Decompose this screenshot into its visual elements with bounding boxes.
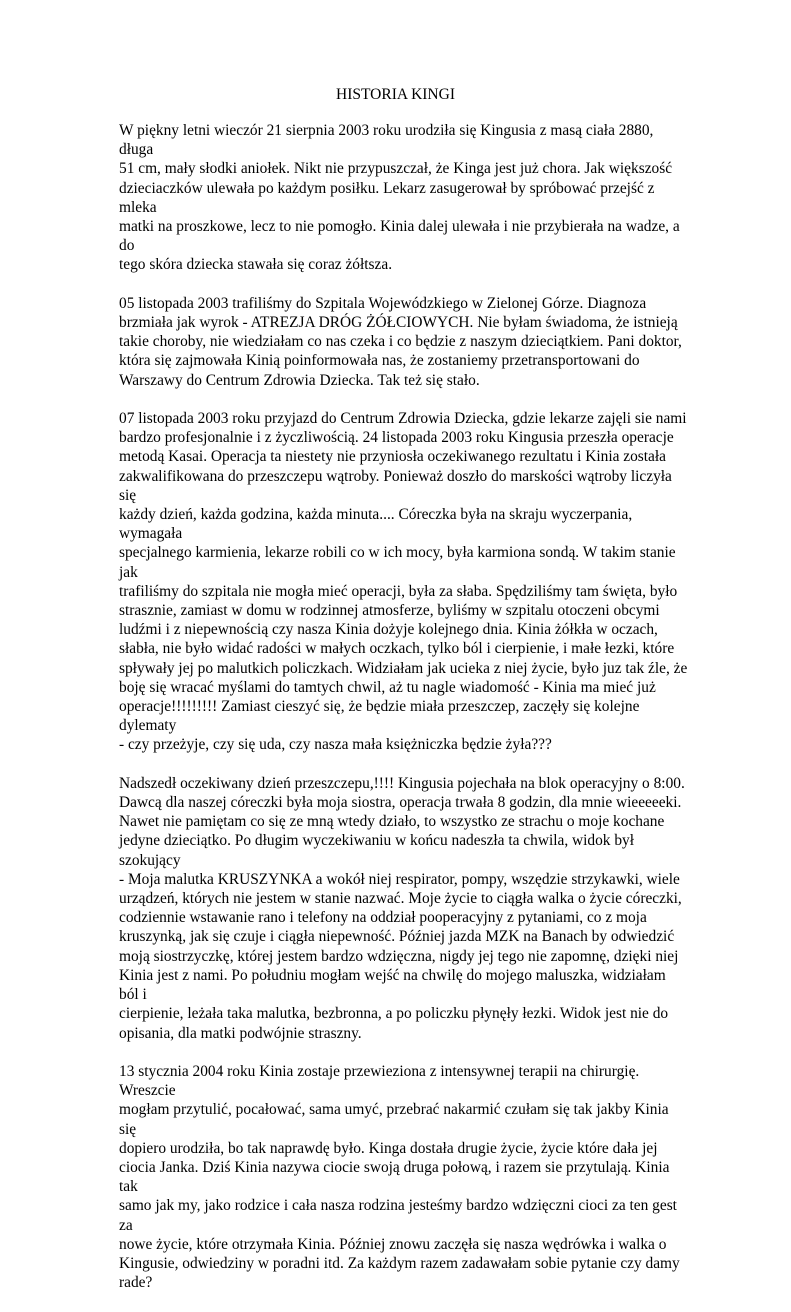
paragraph-4: Nadszedł oczekiwany dzień przeszczepu,!!!! Kingusia pojechała na blok operacyjny o 8:00. Dawcą dla naszej córeczki była moja siostra, operacja trwała 8 godzin, dla mnie wieeeeeki. Nawet nie pamiętam co się ze mną wtedy działo, to wszystko ze strachu o moje kochane jedyne dzieciątko. Po długim wyczekiwaniu w końcu nadeszła ta chwila, widok był szokujący - Moja malutka KRUSZYNKA a wokół niej respirator, pompy, wszędzie strzykawki, wiele urządzeń, których nie jestem w stanie nazwać. Moje życie to ciągła walka o życie córeczki, codziennie wstawanie rano i telefony na oddział pooperacyjny z pytaniami, co z moja kruszynką, jak się czuje i ciągła niepewność. Później jazda MZK na Banach by odwiedzić moją siostrzyczkę, której jestem bardzo wdzięczna, nigdy jej tego nie zapomnę, dzięki niej Kinia jest z nami. Po południu mogłam wejść na chwilę do mojego maluszka, widziałam ból i cierpienie, leżała taka malutka, bezbronna, a po policzku płynęły łezki. Widok jest nie do opisania, dla matki podwójnie straszny. [119,774,685,1042]
paragraph-3: 07 listopada 2003 roku przyjazd do Centrum Zdrowia Dziecka, gdzie lekarze zajęli sie nami bardzo profesjonalnie i z życzliwością. 24 listopada 2003 roku Kingusia przeszła operacje metodą Kasai. Operacja ta niestety nie przyniosła oczekiwanego rezultatu i Kinia została zakwalifikowana do przeszczepu wątroby. Ponieważ doszło do marskości wątroby liczyła się każdy dzień, każda godzina, każda minuta.... Córeczka była na skraju wyczerpania, wymagała specjalnego karmienia, lekarze robili co w ich mocy, była karmiona sondą. W takim stanie jak trafiliśmy do szpitala nie mogła mieć operacji, była za słaba. Spędziliśmy tam święta, było strasznie, zamiast w domu w rodzinnej atmosferze, byliśmy w szpitalu otoczeni obcymi ludźmi i z niepewnością czy nasza Kinia dożyje kolejnego dnia. Kinia żółkła w oczach, słabła, nie było widać radości w małych oczkach, tylko ból i cierpienie, i małe łezki, które spływały jej po malutkich policzkach. Widziałam jak ucieka z niej życie, było juz tak źle, że boję się wracać myślami do tamtych chwil, aż tu nagle wiadomość - Kinia ma mieć już operacje!!!!!!!!! Zamiast cieszyć się, że będzie miała przeszczep, zaczęły się kolejne dylematy - czy przeżyje, czy się uda, czy nasza mała księżniczka będzie żyła??? [119,410,688,754]
paragraph-2: 05 listopada 2003 trafiliśmy do Szpitala Wojewódzkiego w Zielonej Górze. Diagnoza brzmiała jak wyrok - ATREZJA DRÓG ŻÓŁCIOWYCH. Nie byłam świadoma, że istnieją takie choroby, nie wiedziałam co nas czeka i co będzie z naszym dzieciątkiem. Pani doktor, która się zajmowała Kinią poinformowała nas, że zostaniemy przetransportowani do Warszawy do Centrum Zdrowia Dziecka. Tak też się stało. [119,294,682,389]
document-body [119,121,689,1312]
document-title: HISTORIA KINGI [336,86,455,103]
paragraph-1: W piękny letni wieczór 21 sierpnia 2003 roku urodziła się Kingusia z masą ciała 2880, długa 51 cm, mały słodki aniołek. Nikt nie przypuszczał, że Kinga jest już chora. Jak większość dzieciaczków ulewała po każdym posiłku. Lekarz zasugerował by spróbować przejść z mleka matki na proszkowe, lecz to nie pomogło. Kinia dalej ulewała i nie przybierała na wadze, a do tego skóra dziecka stawała się coraz żółtsza. [119,122,680,274]
paragraph-5: 13 stycznia 2004 roku Kinia zostaje przewieziona z intensywnej terapii na chirurgię. Wreszcie mogłam przytulić, pocałować, sama umyć, przebrać nakarmić czułam się tak jakby Kinia się dopiero urodziła, bo tak naprawdę było. Kinga dostała drugie życie, życie które dała jej ciocia Janka. Dziś Kinia nazywa ciocie swoją druga połową, i razem sie przytulają. Kinia tak samo jak my, jako rodzice i cała nasza rodzina jesteśmy bardzo wdzięczni cioci za ten gest za nowe życie, które otrzymała Kinia. Później znowu zaczęła się nasza wędrówka i walka o Kingusie, odwiedziny w poradni itd. Za każdym razem zadawałam sobie pytanie czy damy rade? [119,1062,680,1292]
